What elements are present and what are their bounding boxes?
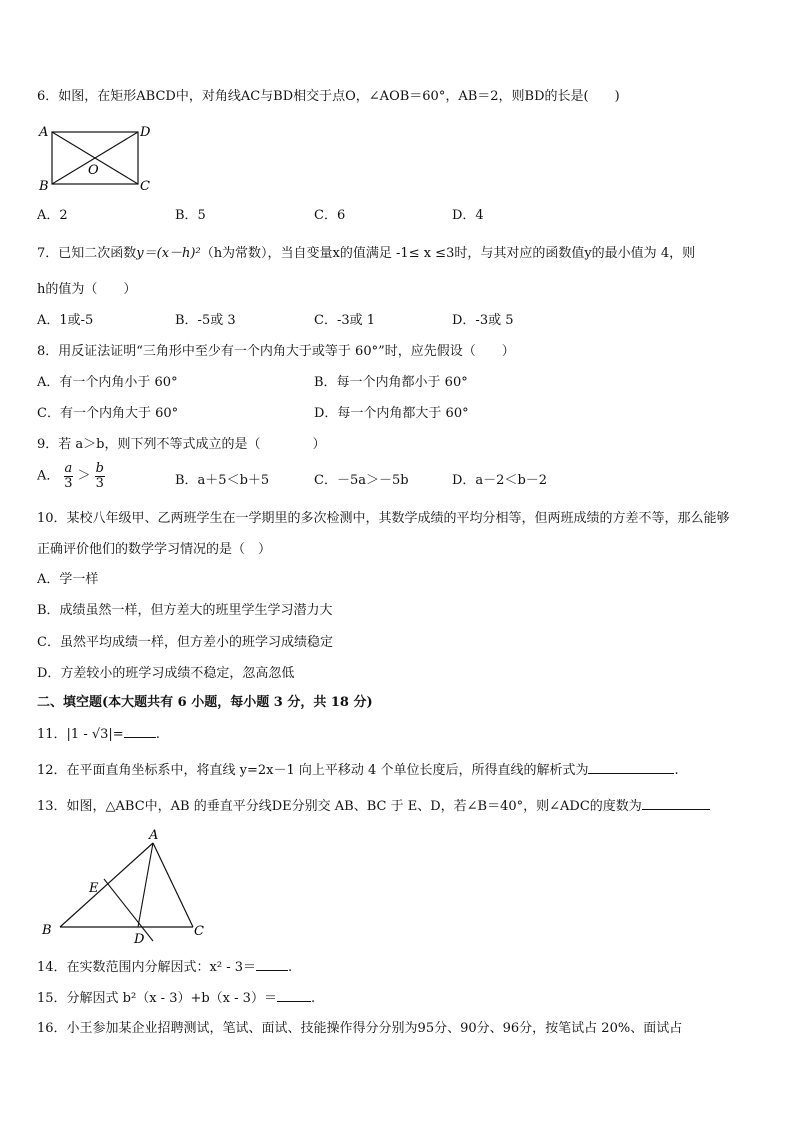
q8-option-b: B．每一个内角都小于 60° — [314, 375, 468, 390]
q15-line — [37, 988, 315, 1008]
q10-option-d: D．方差较小的班学习成绩不稳定，忽高忽低 — [37, 666, 295, 681]
q14-line — [37, 957, 292, 977]
q7-option-a: A．1或-5 — [37, 313, 94, 328]
q9-frac2-numerator: b — [95, 461, 104, 476]
q11-line — [37, 724, 160, 744]
q6-option-b: B．5 — [175, 208, 206, 223]
q11-end: . — [155, 727, 160, 742]
q6-option-a: A．2 — [37, 208, 68, 223]
q15-end: . — [310, 991, 316, 1006]
q13-triangle-figure — [38, 823, 218, 949]
q9-option-d: D．a－2＜b－2 — [452, 473, 548, 488]
q7-stem-line1 — [37, 245, 695, 263]
q16-stem: 16．小王参加某企业招聘测试，笔试、面试、技能操作得分分别为95分、90分、96分，按笔试占 20%、面试占 — [37, 1021, 683, 1036]
q9-frac1-denominator: 3 — [64, 476, 73, 491]
q6-label-d: D — [140, 125, 151, 140]
q7-option-d: D．-3或 5 — [452, 313, 514, 328]
q8-option-a: A．有一个内角小于 60° — [37, 375, 178, 390]
q7-option-b: B．-5或 3 — [175, 313, 236, 328]
q12-line — [37, 760, 679, 780]
q13-label-d: D — [134, 932, 145, 947]
q6-label-c: C — [140, 179, 150, 194]
q9-option-a-prefix: A． — [37, 468, 60, 484]
q14-stem: 14．在实数范围内分解因式：x² - 3＝ — [37, 960, 257, 975]
q14-answer-blank — [256, 957, 288, 971]
q10-stem-line1: 10．某校八年级甲、乙两班学生在一学期里的多次检测中，其数学成绩的平均分相等，但两班成绩的方差不等，那么能够 — [37, 511, 730, 526]
q8-option-d: D．每一个内角都大于 60° — [314, 406, 469, 421]
q13-label-c: C — [194, 924, 204, 939]
q12-answer-blank — [588, 760, 674, 774]
q10-option-c: C．虽然平均成绩一样，但方差小的班学习成绩稳定 — [37, 635, 333, 650]
q7-function: y＝(x－h)² — [136, 246, 201, 261]
q13-label-a: A — [149, 828, 159, 843]
q12-end: . — [674, 763, 679, 778]
q13-line — [37, 796, 710, 816]
q9-option-c: C．－5a＞－5b — [314, 473, 409, 488]
q6-label-o: O — [88, 163, 99, 178]
q9-option-b: B．a＋5＜b＋5 — [175, 473, 270, 488]
section-2-heading: 二、填空题(本大题共有 6 小题，每小题 3 分，共 18 分) — [37, 695, 373, 710]
q6-stem: 6．如图，在矩形ABCD中，对角线AC与BD相交于点O，∠AOB＝60°，AB＝2，则BD的长是( ) — [37, 89, 620, 104]
q9-frac2-denominator: 3 — [95, 476, 104, 491]
q13-label-b: B — [42, 923, 52, 938]
q9-fraction-a-over-3 — [64, 462, 74, 491]
q9-option-a-relation: ＞ — [77, 468, 91, 484]
q15-stem: 15．分解因式 b²（x - 3）+b（x - 3）＝ — [37, 991, 277, 1006]
q7-stem-b: （h为常数），当自变量x的值满足 -1≤ x ≤3时，与其对应的函数值y的最小值为 4，则 — [200, 246, 696, 261]
q11-stem: 11．|1 - √3|= — [37, 727, 124, 742]
q6-rectangle-figure — [36, 122, 156, 196]
q7-option-c: C．-3或 1 — [314, 313, 376, 328]
q7-stem-a: 7．已知二次函数 — [37, 246, 137, 261]
q13-stem: 13．如图，△ABC中，AB 的垂直平分线DE分别交 AB、BC 于 E、D，若∠B＝40°，则∠ADC的度数为 — [37, 799, 642, 814]
q6-label-b: B — [39, 179, 49, 194]
q6-label-a: A — [39, 125, 49, 140]
q7-stem-line2: h的值为（ ） — [37, 282, 137, 297]
q10-option-a: A．学一样 — [37, 572, 99, 587]
q9-option-a — [37, 462, 105, 491]
q13-label-e: E — [89, 881, 99, 896]
q9-stem: 9．若 a＞b，则下列不等式成立的是（ ） — [37, 437, 326, 452]
q9-frac1-numerator: a — [64, 461, 73, 476]
q13-answer-blank — [642, 796, 710, 810]
q15-answer-blank — [277, 988, 311, 1002]
q11-answer-blank — [124, 724, 156, 738]
q8-stem: 8．用反证法证明“三角形中至少有一个内角大于或等于 60°”时，应先假设（ ） — [37, 344, 515, 359]
q12-stem: 12．在平面直角坐标系中，将直线 y=2x－1 向上平移动 4 个单位长度后，所得直线的解析式为 — [37, 763, 589, 778]
q6-option-c: C．6 — [314, 208, 346, 223]
q10-stem-line2: 正确评价他们的数学学习情况的是（ ） — [37, 542, 272, 557]
q8-option-c: C．有一个内角大于 60° — [37, 406, 179, 421]
q14-end: . — [288, 960, 293, 975]
q9-fraction-b-over-3 — [95, 462, 105, 491]
q6-option-d: D．4 — [452, 208, 484, 223]
q10-option-b: B．成绩虽然一样，但方差大的班里学生学习潜力大 — [37, 603, 333, 618]
